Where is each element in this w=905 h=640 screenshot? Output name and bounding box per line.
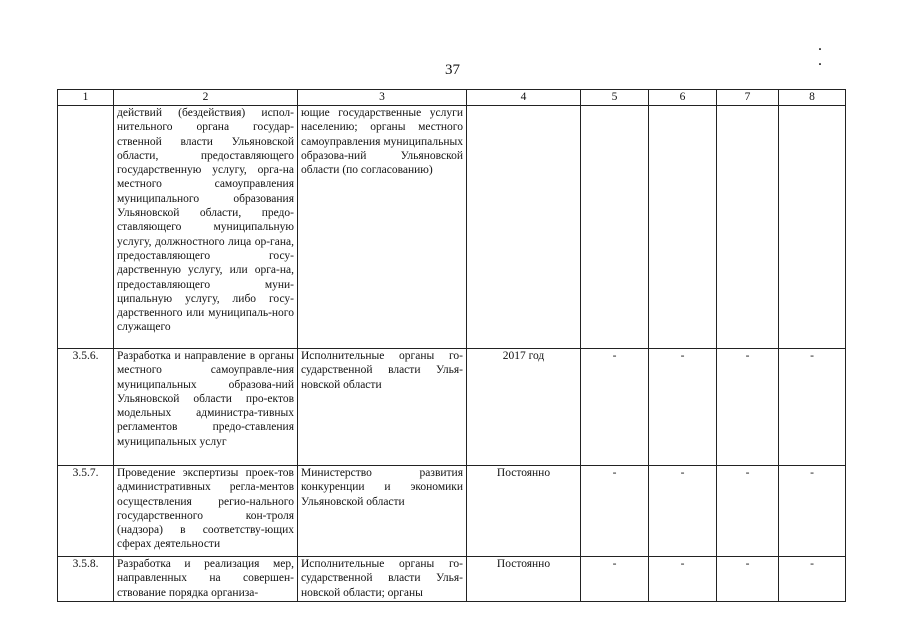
action-cell: Разработка и направление в органы местного самоуправле-ния муниципальных образова-ний Ульяновской области про-ектов модельных администра-тивных регламентов предо-ставления муниципальных услуг <box>114 349 298 466</box>
row-number: 3.5.7. <box>58 466 114 557</box>
value-cell: - <box>717 349 779 466</box>
row-number: 3.5.6. <box>58 349 114 466</box>
table-row <box>58 466 846 557</box>
header-cell: 7 <box>717 90 779 106</box>
value-cell <box>779 106 846 349</box>
value-cell: - <box>779 349 846 466</box>
table-row <box>58 557 846 602</box>
plan-table <box>57 89 846 602</box>
executor-cell: Министерство развития конкуренции и экономики Ульяновской области <box>298 466 467 557</box>
table-row <box>58 106 846 349</box>
term-cell <box>467 106 581 349</box>
action-cell: Разработка и реализация мер, направленных на совершен-ствование порядка организа- <box>114 557 298 602</box>
value-cell: - <box>779 557 846 602</box>
header-cell: 3 <box>298 90 467 106</box>
value-cell <box>717 106 779 349</box>
value-cell: - <box>779 466 846 557</box>
value-cell: - <box>717 466 779 557</box>
value-cell: - <box>581 557 649 602</box>
page-number: 37 <box>445 62 460 78</box>
executor-cell: Исполнительные органы го-сударственной власти Улья-новской области <box>298 349 467 466</box>
value-cell: - <box>649 557 717 602</box>
executor-cell: ющие государственные услуги населению; органы местного самоуправления муниципальных образова-ний Ульяновской области (по согласованию) <box>298 106 467 349</box>
term-cell: 2017 год <box>467 349 581 466</box>
header-cell: 4 <box>467 90 581 106</box>
row-number: 3.5.8. <box>58 557 114 602</box>
table-row <box>58 349 846 466</box>
term-cell: Постоянно <box>467 557 581 602</box>
action-cell: действий (бездействия) испол-нительного органа государ-ственной власти Ульяновской области, предоставляющего государственную услугу, орга-на местного самоуправления муниципального образования Ульяновской области, предо-ставляющего муниципальную услугу, должностного лица ор-гана, предоставляющего госу-дарственную услугу, или орга-на, предоставляющего муни-ципальную услугу, либо госу-дарственного или муниципаль-ного служащего <box>114 106 298 349</box>
header-cell: 5 <box>581 90 649 106</box>
term-cell: Постоянно <box>467 466 581 557</box>
value-cell: - <box>581 466 649 557</box>
value-cell <box>581 106 649 349</box>
action-cell: Проведение экспертизы проек-тов административных регла-ментов осуществления регио-нального государственного кон-троля (надзора) в соответству-ющих сферах деятельности <box>114 466 298 557</box>
header-cell: 2 <box>114 90 298 106</box>
executor-cell: Исполнительные органы го-сударственной власти Улья-новской области; органы <box>298 557 467 602</box>
header-cell: 1 <box>58 90 114 106</box>
table-header-row <box>58 90 846 106</box>
value-cell: - <box>649 466 717 557</box>
header-cell: 6 <box>649 90 717 106</box>
value-cell: - <box>649 349 717 466</box>
value-cell: - <box>717 557 779 602</box>
header-cell: 8 <box>779 90 846 106</box>
row-number <box>58 106 114 349</box>
corner-marks: · · <box>818 42 849 71</box>
value-cell: - <box>581 349 649 466</box>
value-cell <box>649 106 717 349</box>
